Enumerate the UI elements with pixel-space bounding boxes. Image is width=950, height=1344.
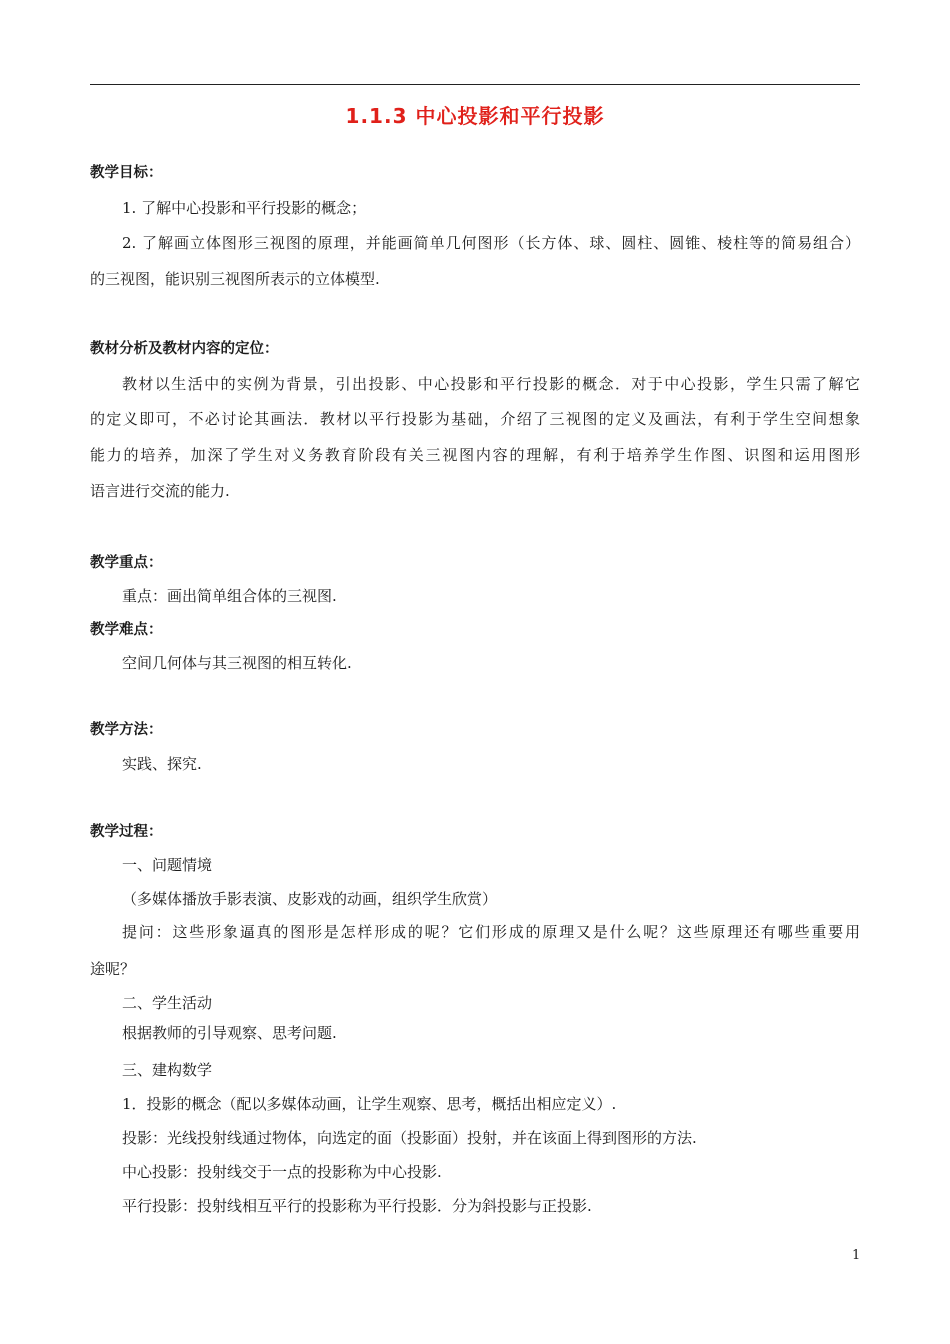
process-section-2: 二、学生活动 [122, 994, 213, 1012]
definition-parallel-projection: 平行投影：投射线相互平行的投影称为平行投影．分为斜投影与正投影. [122, 1197, 592, 1215]
objective-item-2-line-1: 2. 了解画立体图形三视图的原理，并能画简单几何图形（长方体、球、圆柱、圆锥、棱柱等的简易组合） [122, 234, 860, 252]
difficulty-text: 空间几何体与其三视图的相互转化. [122, 654, 352, 672]
method-text: 实践、探究. [122, 755, 202, 773]
analysis-line-3: 能力的培养，加深了学生对义务教育阶段有关三视图内容的理解，有利于培养学生作图、识图和运用图形 [90, 446, 860, 464]
difficulty-heading: 教学难点： [90, 622, 163, 638]
process-section-2-text: 根据教师的引导观察、思考问题. [122, 1024, 337, 1042]
process-section-1-note: （多媒体播放手影表演、皮影戏的动画，组织学生欣赏） [122, 890, 498, 908]
process-question-line-2: 途呢？ [90, 960, 136, 978]
header-rule [90, 84, 860, 85]
method-heading: 教学方法： [90, 722, 163, 738]
analysis-line-4: 语言进行交流的能力. [90, 482, 230, 500]
analysis-line-2: 的定义即可，不必讨论其画法．教材以平行投影为基础，介绍了三视图的定义及画法，有利于学生空间想象 [90, 410, 860, 428]
analysis-heading: 教材分析及教材内容的定位： [90, 341, 279, 357]
objective-item-2-line-2: 的三视图，能识别三视图所表示的立体模型. [90, 270, 380, 288]
key-point-text: 重点：画出简单组合体的三视图. [122, 587, 337, 605]
process-heading: 教学过程： [90, 824, 163, 840]
page-number: 1 [852, 1248, 861, 1263]
process-section-3: 三、建构数学 [122, 1061, 213, 1079]
analysis-line-1: 教材以生活中的实例为背景，引出投影、中心投影和平行投影的概念．对于中心投影，学生只需了解它 [122, 375, 860, 393]
process-section-1: 一、问题情境 [122, 856, 213, 874]
objective-item-1: 1. 了解中心投影和平行投影的概念； [122, 199, 367, 217]
definition-central-projection: 中心投影：投射线交于一点的投影称为中心投影. [122, 1163, 442, 1181]
objectives-heading: 教学目标： [90, 165, 163, 181]
process-section-3-item-1: 1．投影的概念（配以多媒体动画，让学生观察、思考，概括出相应定义）. [122, 1095, 617, 1113]
process-question-line-1: 提问：这些形象逼真的图形是怎样形成的呢？它们形成的原理又是什么呢？这些原理还有哪些重要用 [122, 923, 860, 941]
definition-projection: 投影：光线投射线通过物体，向选定的面（投影面）投射，并在该面上得到图形的方法. [122, 1129, 697, 1147]
key-point-heading: 教学重点： [90, 555, 163, 571]
document-title: 1.1.3 中心投影和平行投影 [345, 104, 605, 128]
